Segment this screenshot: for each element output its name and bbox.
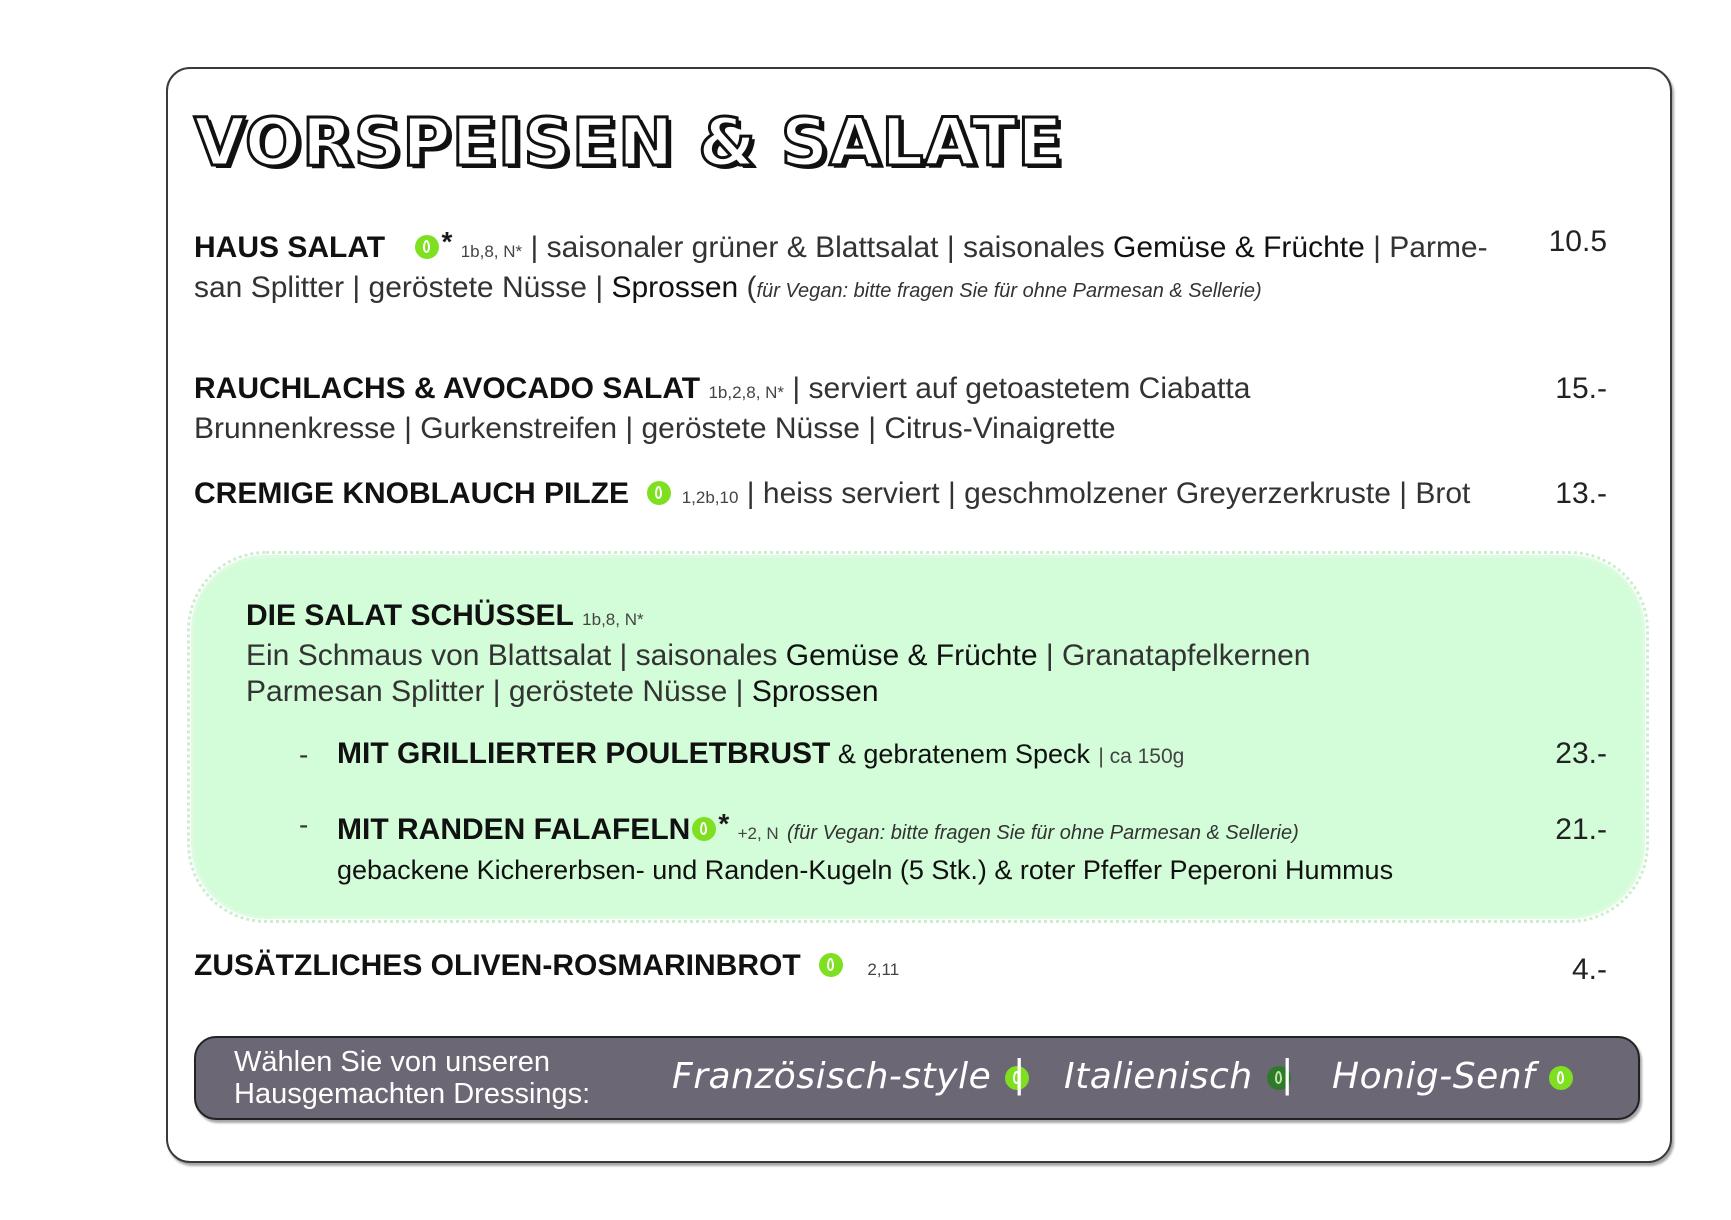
item-allergens: 1b,2,8, N* bbox=[708, 383, 785, 402]
item-star: * bbox=[441, 226, 453, 257]
salad-bowl-header bbox=[246, 598, 1310, 710]
item-desc: | serviert auf getoastetem Ciabatta bbox=[784, 372, 1251, 405]
dressing-option-label: Honig-Senf bbox=[1332, 1056, 1536, 1097]
salad-bowl-name: DIE SALAT SCHÜSSEL bbox=[246, 599, 574, 632]
menu-item-extra-bread bbox=[194, 948, 899, 988]
option-desc: gebackene Kichererbsen- und Randen-Kugeln (5 Stk.) & roter Pfeffer Peperoni Hummus bbox=[337, 855, 1394, 885]
item-name: RAUCHLACHS & AVOCADO SALAT bbox=[194, 372, 701, 405]
salad-option-poulet bbox=[337, 736, 1184, 775]
dressing-separator: | bbox=[1282, 1052, 1293, 1096]
salad-option-falafeln bbox=[337, 806, 1393, 888]
option-dash: - bbox=[299, 739, 309, 770]
option-note: (für Vegan: bitte fragen Sie für ohne Parmesan & Sellerie) bbox=[787, 822, 1299, 844]
item-allergens: 2,11 bbox=[867, 960, 900, 979]
salad-bowl-desc-strong: Sprossen bbox=[751, 675, 879, 708]
item-name: HAUS SALAT bbox=[194, 231, 386, 264]
page-title: VORSPEISEN & SALATE bbox=[194, 104, 1064, 181]
leaf-icon bbox=[647, 481, 671, 505]
leaf-icon bbox=[819, 953, 843, 977]
option-name: MIT RANDEN FALAFELN bbox=[337, 813, 691, 846]
item-desc-strong: Sprossen bbox=[611, 271, 739, 304]
dressing-option-label: Italienisch bbox=[1064, 1056, 1253, 1097]
dressing-option-franzoesisch bbox=[672, 1056, 1031, 1097]
salad-bowl-desc: | Granatapfelkernen bbox=[1037, 639, 1311, 672]
item-name: CREMIGE KNOBLAUCH PILZE bbox=[194, 477, 629, 510]
option-name: MIT GRILLIERTER POULETBRUST bbox=[337, 737, 831, 770]
option-allergens: +2, N bbox=[737, 824, 779, 843]
item-price: 13.- bbox=[1555, 477, 1607, 510]
option-extra: & gebratenem Speck bbox=[830, 739, 1090, 769]
menu-item-haus-salat bbox=[194, 224, 1488, 309]
item-allergens: 1,2b,10 bbox=[681, 488, 739, 507]
leaf-icon bbox=[1549, 1066, 1573, 1090]
item-note: für Vegan: bitte fragen Sie für ohne Parmesan & Sellerie) bbox=[756, 280, 1262, 302]
item-desc-strong: Gemüse & Früchte bbox=[1113, 231, 1365, 264]
dressing-label bbox=[234, 1046, 654, 1110]
dressing-option-label: Französisch-style bbox=[672, 1056, 992, 1097]
item-desc: | Parme- bbox=[1364, 231, 1488, 264]
item-allergens: 1b,8, N* bbox=[460, 242, 523, 261]
menu-item-rauchlachs bbox=[194, 371, 1250, 447]
item-desc: | heiss serviert | geschmolzener Greyerzerkruste | Brot bbox=[738, 477, 1471, 510]
dressing-option-italienisch bbox=[1064, 1056, 1293, 1097]
item-desc: Brunnenkresse | Gurkenstreifen | geröstete Nüsse | Citrus-Vinaigrette bbox=[194, 412, 1116, 445]
option-star: * bbox=[718, 808, 730, 839]
dressing-separator: | bbox=[1014, 1052, 1025, 1096]
option-price: 21.- bbox=[1555, 813, 1607, 846]
option-dash: - bbox=[299, 809, 309, 840]
item-price: 15.- bbox=[1555, 372, 1607, 405]
item-desc: san Splitter | geröstete Nüsse | bbox=[194, 271, 612, 304]
salad-bowl-desc: Ein Schmaus von Blattsalat | saisonales bbox=[246, 639, 786, 672]
item-desc: ( bbox=[738, 271, 757, 304]
item-price: 4.- bbox=[1571, 953, 1607, 986]
item-name: ZUSÄTZLICHES OLIVEN-ROSMARINBROT bbox=[194, 949, 801, 982]
menu-item-knoblauch-pilze bbox=[194, 476, 1470, 516]
leaf-icon bbox=[692, 817, 716, 841]
dressing-label-line2: Hausgemachten Dressings: bbox=[234, 1078, 591, 1110]
dressing-label-line1: Wählen Sie von unseren bbox=[234, 1046, 550, 1078]
salad-bowl-desc-strong: Gemüse & Früchte bbox=[785, 639, 1038, 672]
salad-bowl-allergens: 1b,8, N* bbox=[582, 610, 644, 629]
item-desc: | saisonaler grüner & Blattsalat | saisonales bbox=[522, 231, 1114, 264]
option-weight: | ca 150g bbox=[1098, 745, 1185, 768]
option-price: 23.- bbox=[1555, 737, 1607, 770]
salad-bowl-desc: Parmesan Splitter | geröstete Nüsse | bbox=[246, 675, 752, 708]
dressing-option-honig-senf bbox=[1332, 1056, 1575, 1097]
item-price: 10.5 bbox=[1548, 225, 1607, 258]
leaf-icon bbox=[415, 235, 439, 259]
